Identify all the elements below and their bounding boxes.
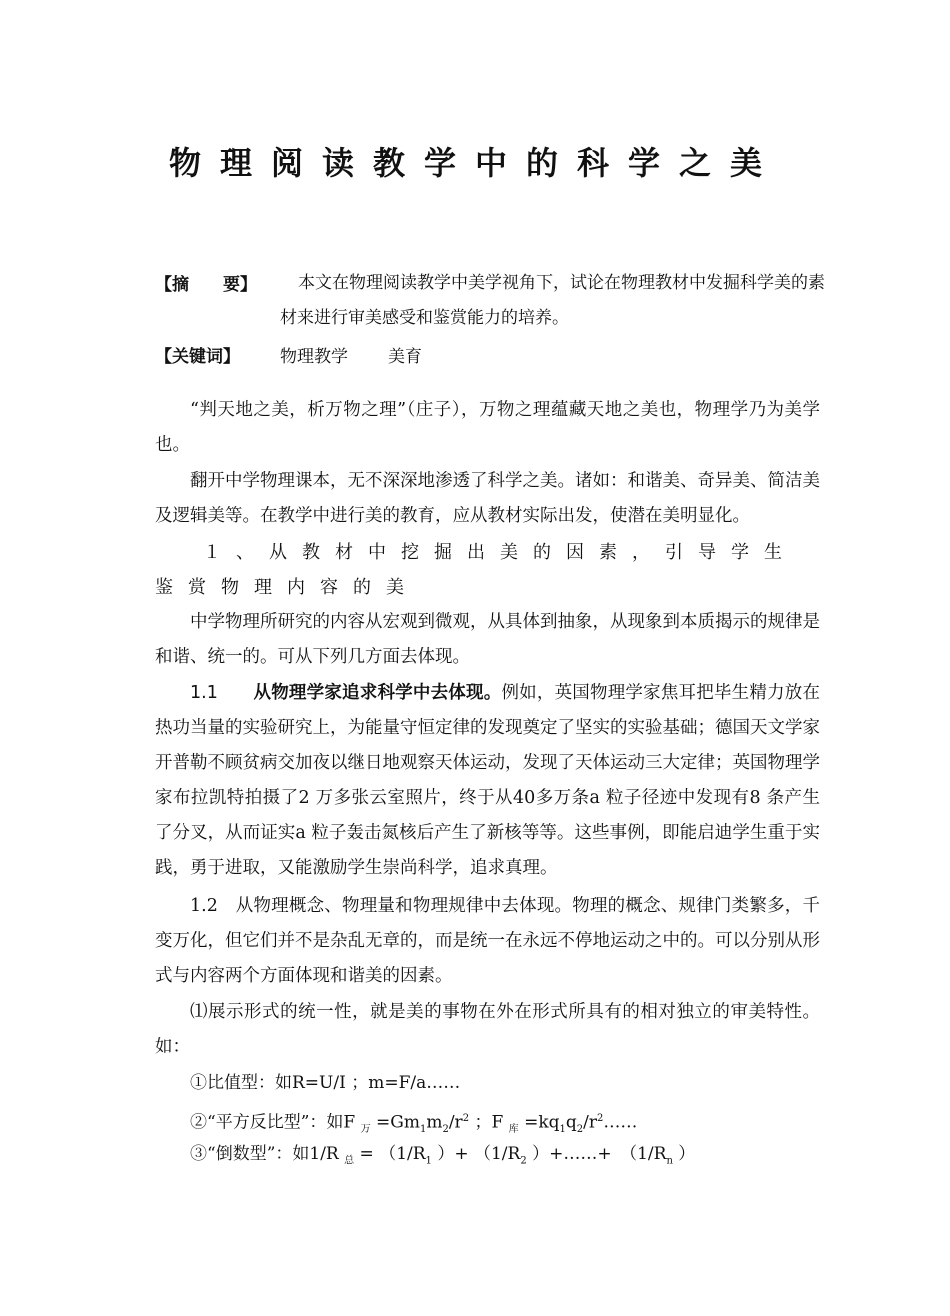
abstract-text: 本文在物理阅读教学中美学视角下，试论在物理教材中发掘科学美的素材来进行审美感受和鉴赏能力的培养。 <box>280 273 825 328</box>
formula-reciprocal: ③“倒数型”：如1/R $_总 = (1/R_1$ ）+ （$1/R_2$ ）+……+ （$1/R_n$ ） <box>190 1144 696 1167</box>
formula-ratio: ①比值型：如R=U/I ；m=F/a…… <box>190 1073 461 1093</box>
paragraph: 翻开中学物理课本，无不深深地渗透了科学之美。诸如：和谐美、奇异美、简洁美及逻辑美等。在教学中进行美的教育，应从教材实际出发，使潜在美明显化。 <box>155 471 820 526</box>
paragraph: 中学物理所研究的内容从宏观到微观，从具体到抽象，从现象到本质揭示的规律是和谐、统一的。可从下列几方面去体现。 <box>155 612 820 667</box>
paragraph-text: 例如，英国物理学家焦耳把毕生精力放在热功当量的实验研究上，为能量守恒定律的发现奠定了坚实的实验基础；德国天文学家开普勒不顾贫病交加夜以继日地观察天体运动，发现了天体运动三大定律；英国物理学家布拉凯特拍摄了2 万多张云室照片，终于从40多万条a 粒子径迹中发现有8 条产生了分叉，从而证实a 粒子轰击氮核后产生了新核等等。这些事例，即能启迪学生重于实践，勇于进取，又能激励学生崇尚科学，追求真理。 <box>155 683 821 878</box>
keywords-label: 【关键词】 <box>155 347 240 367</box>
paragraph: 1.2 从物理概念、物理量和物理规律中去体现。物理的概念、规律门类繁多，千变万化，但它们并不是杂乱无章的，而是统一在永远不停地运动之中的。可以分别从形式与内容两个方面体现和谐美的因素。 <box>155 896 820 986</box>
paragraph <box>155 676 820 886</box>
formula-inverse-square: ②“平方反比型”：如F $_万 =Gm_1m_2/r^2$ ；F $_库 =kq_1q_2/r^2\dots\dots$ <box>190 1112 638 1136</box>
section-heading: １、从教材中挖掘出美的因素，引导学生鉴赏物理内容的美 <box>155 542 797 598</box>
abstract-label: 【摘 要】 <box>155 275 257 295</box>
keyword-item: 美育 <box>388 347 422 367</box>
subsection-number: 1.1 <box>190 683 218 703</box>
keyword-item: 物理教学 <box>280 347 348 367</box>
paragraph: ⑴展示形式的统一性，就是美的事物在外在形式所具有的相对独立的审美特性。如： <box>155 1002 820 1057</box>
paragraph: “判天地之美，析万物之理”（庄子），万物之理蕴藏天地之美也，物理学乃为美学也。 <box>155 400 820 455</box>
document-title: 物理阅读教学中的科学之美 <box>168 144 781 182</box>
subsection-heading: 从物理学家追求科学中去体现。 <box>253 683 502 703</box>
